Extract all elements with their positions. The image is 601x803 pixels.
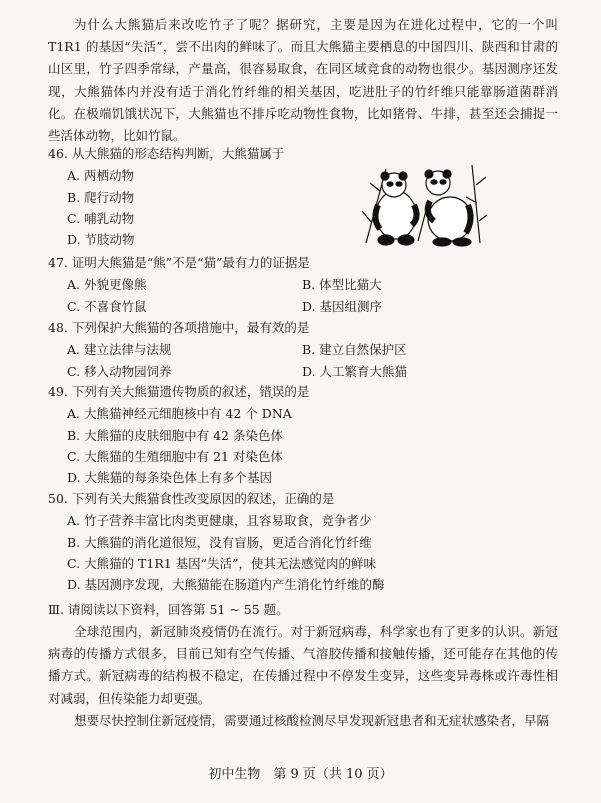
section-3-paragraph-2: 想要尽快控制住新冠疫情，需要通过核酸检测尽早发现新冠患者和无症状感染者，早隔 [74,713,550,728]
page-footer: 初中生物 第 9 页（共 10 页） [208,767,393,782]
q48-option-b: B. 建立自然保护区 [302,342,407,357]
q47-option-a: A. 外貌更像熊 [67,277,147,292]
section-3-paragraph-1: 全球范围内，新冠肺炎疫情仍在流行。对于新冠病毒，科学家也有了更多的认识。新冠病毒的传播方式很多，目前已知有空气传播、气溶胶传播和接触传播，还可能存在其他的传播方式。新冠病毒的结构极不稳定，在传播过程中不停发生变异，这些变异毒株或许毒性相对减弱，但传染能力却更强。 [48,624,558,706]
q46-option-a: A. 两栖动物 [67,168,134,183]
q47-option-b: B. 体型比猫大 [302,277,382,292]
q48-option-a: A. 建立法律与法规 [67,342,172,357]
panda-illustration [358,163,488,248]
q49-option-d: D. 大熊猫的每条染色体上有多个基因 [67,470,273,485]
q50-option-a: A. 竹子营养丰富比肉类更健康，且容易取食，竞争者少 [67,513,372,528]
q49-stem-prefix: 49. 下列有关大熊猫遗传物质的叙述， [48,384,260,399]
q49-option-c: C. 大熊猫的生殖细胞中有 21 对染色体 [67,449,283,464]
question-46-stem: 46. 从大熊猫的形态结构判断，大熊猫属于 [48,146,285,161]
question-47-stem: 47. 证明大熊猫是“熊”不是“猫”最有力的证据是 [48,255,310,270]
q48-option-d: D. 人工繁育大熊猫 [302,364,408,379]
q47-option-c: C. 不喜食竹鼠 [67,299,147,314]
q50-option-d: D. 基因测序发现，大熊猫能在肠道内产生消化竹纤维的酶 [67,577,385,592]
q46-option-c: C. 哺乳动物 [67,211,135,226]
question-48-stem: 48. 下列保护大熊猫的各项措施中，最有效的是 [48,320,310,335]
question-50-stem: 50. 下列有关大熊猫食性改变原因的叙述，正确的是 [48,491,335,506]
q46-option-b: B. 爬行动物 [67,190,135,205]
section-3-heading: Ⅲ. 请阅读以下资料，回答第 51 ~ 55 题。 [48,602,289,617]
q47-option-d: D. 基因组测序 [302,299,383,314]
q46-option-d: D. 节肢动物 [67,232,135,247]
q48-option-c: C. 移入动物园饲养 [67,364,172,379]
intro-paragraph: 为什么大熊猫后来改吃竹子了呢？据研究，主要是因为在进化过程中，它的一个叫 T1R1 的基因“失活”，尝不出肉的鲜味了。而且大熊猫主要栖息的中国四川、陕西和甘肃的山区里，竹子四季常绿，产量高，很容易取食，在同区域竞食的动物也很少。基因测序还发现，大熊猫体内并没有适于消化竹纤维的相关基因，吃进肚子的竹纤维只能靠肠道菌群消化。在极端饥饿状况下，大熊猫也不排斥吃动物性食物，比如猪骨、牛排，甚至还会捕捉一些活体动物，比如竹鼠。 [48,17,558,144]
q50-option-b: B. 大熊猫的消化道很短，没有盲肠，更适合消化竹纤维 [67,535,372,550]
question-49-stem [48,382,309,402]
q49-stem-emphasis: 错误 [259,384,285,399]
q49-option-b: B. 大熊猫的皮肤细胞中有 42 条染色体 [67,428,283,443]
q49-option-a: A. 大熊猫神经元细胞核中有 42 个 DNA [67,406,292,421]
q50-option-c: C. 大熊猫的 T1R1 基因“失活”，使其无法感觉肉的鲜味 [67,556,376,571]
q49-stem-suffix: 的是 [284,384,310,399]
